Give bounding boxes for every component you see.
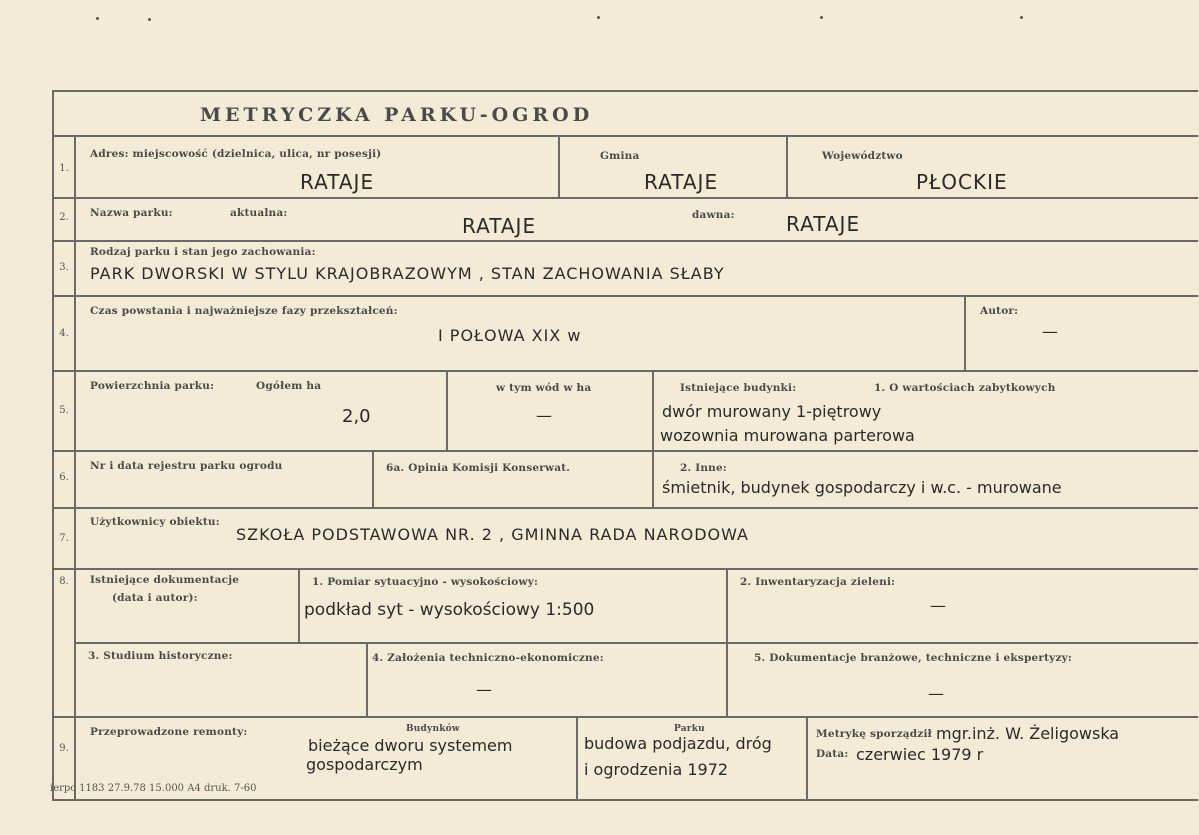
author-label: Autor: — [980, 305, 1019, 317]
print-footer: ierpc 1183 27.9.78 15.000 A4 druk. 7-60 — [50, 783, 257, 794]
buildings-repairs-value-2: gospodarczym — [306, 755, 423, 774]
technical-assumptions-label: 4. Założenia techniczno-ekonomiczne: — [372, 652, 604, 664]
buildings-repairs-value: bieżące dworu systemem — [308, 736, 513, 755]
branch-documentation-label: 5. Dokumentacje branżowe, techniczne i ekspertyzy: — [754, 652, 1073, 664]
building-2-value: wozownia murowana parterowa — [660, 426, 915, 445]
col-divider — [558, 137, 560, 197]
row-divider — [52, 507, 1198, 509]
row-divider — [74, 642, 1198, 644]
scan-dot — [820, 16, 823, 19]
area-label: Powierzchnia parku: — [90, 380, 215, 392]
row-number: 5. — [59, 405, 69, 416]
users-label: Użytkownicy obiektu: — [90, 516, 220, 528]
date-value: czerwiec 1979 r — [856, 745, 984, 764]
total-area-value: 2,0 — [342, 406, 371, 427]
row-divider — [52, 240, 1198, 242]
building-1-value: dwór murowany 1-piętrowy — [662, 402, 882, 421]
buildings-label: Istniejące budynki: — [680, 382, 797, 394]
survey-label: 1. Pomiar sytuacyjno - wysokościowy: — [312, 576, 539, 588]
repairs-label: Przeprowadzone remonty: — [90, 726, 248, 738]
row-number: 6. — [59, 472, 69, 483]
voivodeship-label: Województwo — [822, 150, 903, 162]
greenery-inventory-label: 2. Inwentaryzacja zieleni: — [740, 576, 896, 588]
address-value: RATAJE — [300, 170, 375, 194]
total-area-label: Ogółem ha — [256, 380, 322, 392]
address-label: Adres: miejscowość (dzielnica, ulica, nr posesji) — [90, 148, 382, 160]
gmina-label: Gmina — [600, 150, 640, 162]
scan-dot — [148, 18, 151, 21]
other-buildings-label: 2. Inne: — [680, 462, 727, 474]
col-divider — [786, 137, 788, 197]
number-column-divider — [74, 137, 76, 801]
former-name-label: dawna: — [692, 209, 735, 221]
row-divider — [52, 450, 1198, 452]
current-name-label: aktualna: — [230, 207, 288, 219]
water-area-label: w tym wód w ha — [496, 382, 592, 394]
row-number: 1. — [59, 163, 69, 174]
technical-assumptions-value: — — [476, 680, 492, 699]
creation-time-value: I POŁOWA XIX w — [438, 326, 582, 345]
gmina-value: RATAJE — [644, 170, 719, 194]
row-number: 7. — [59, 533, 69, 544]
row-divider — [52, 370, 1198, 372]
park-repairs-value: budowa podjazdu, dróg — [584, 734, 772, 753]
conservation-opinion-label: 6a. Opinia Komisji Konserwat. — [386, 462, 571, 474]
row-divider — [52, 197, 1198, 199]
page-title: METRYCZKA PARKU-OGROD — [200, 104, 594, 126]
col-divider — [726, 570, 728, 716]
buildings-column-label: Budynków — [406, 724, 460, 734]
scan-dot — [597, 16, 600, 19]
former-name-value: RATAJE — [786, 212, 861, 236]
col-divider — [446, 372, 448, 450]
row-number: 9. — [59, 743, 69, 754]
row-number: 3. — [59, 262, 69, 273]
col-divider — [806, 718, 808, 801]
register-label: Nr i data rejestru parku ogrodu — [90, 460, 283, 472]
heritage-buildings-label: 1. O wartościach zabytkowych — [874, 382, 1056, 394]
scan-dot — [1020, 16, 1023, 19]
park-name-label: Nazwa parku: — [90, 207, 173, 219]
row-divider — [52, 568, 1198, 570]
prepared-by-value: mgr.inż. W. Żeligowska — [936, 724, 1120, 743]
row-divider — [52, 716, 1198, 718]
paper-smudge — [600, 96, 640, 124]
survey-value: podkład syt - wysokościowy 1:500 — [304, 600, 595, 620]
row-number: 4. — [59, 328, 69, 339]
other-buildings-value: śmietnik, budynek gospodarczy i w.c. - murowane — [662, 478, 1062, 497]
current-name-value: RATAJE — [462, 214, 537, 238]
col-divider — [964, 297, 966, 370]
voivodeship-value: PŁOCKIE — [916, 170, 1008, 194]
documentation-sublabel: (data i autor): — [112, 592, 198, 604]
col-divider — [372, 452, 374, 507]
park-type-label: Rodzaj parku i stan jego zachowania: — [90, 246, 316, 258]
col-divider — [298, 570, 300, 642]
prepared-by-label: Metrykę sporządził — [816, 728, 932, 740]
row-divider — [52, 135, 1198, 137]
scan-dot — [96, 17, 99, 20]
author-value: — — [1042, 322, 1059, 341]
date-label: Data: — [816, 748, 849, 760]
documentation-label: Istniejące dokumentacje — [90, 574, 240, 586]
park-column-label: Parku — [674, 724, 705, 734]
users-value: SZKOŁA PODSTAWOWA NR. 2 , GMINNA RADA NARODOWA — [236, 525, 749, 544]
row-divider — [52, 295, 1198, 297]
row-number: 8. — [59, 576, 69, 587]
col-divider — [576, 718, 578, 801]
history-study-label: 3. Studium historyczne: — [88, 650, 233, 662]
col-divider — [366, 644, 368, 716]
park-type-value: PARK DWORSKI W STYLU KRAJOBRAZOWYM , STAN ZACHOWANIA SŁABY — [90, 264, 725, 283]
creation-time-label: Czas powstania i najważniejsze fazy przekształceń: — [90, 305, 398, 317]
branch-documentation-value: — — [928, 684, 944, 703]
water-area-value: — — [536, 406, 552, 425]
row-number: 2. — [59, 212, 69, 223]
greenery-inventory-value: — — [930, 596, 946, 615]
park-repairs-value-2: i ogrodzenia 1972 — [584, 760, 729, 779]
col-divider — [652, 372, 654, 507]
